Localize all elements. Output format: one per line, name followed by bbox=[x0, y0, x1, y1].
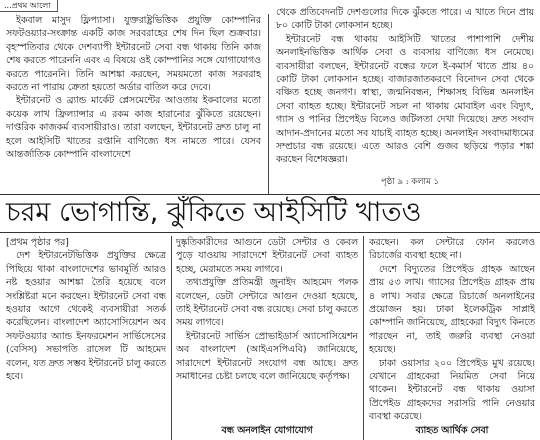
paragraph: থেকে প্রতিবেদনটি দেশগুলোর দিকে ঝুঁকতে পারে। এ খাতে দিনে প্রায় ৮০ কোটি টাকা লোকসান হচ্ছে। bbox=[276, 7, 534, 32]
paragraph: দুষ্কৃতিকারীদের আগুনে ডেটা সেন্টার ও কেবল পুড়ে যাওয়ায় সারাদেশে ইন্টারনেট সেবা ব্যাহত হচ্ছে, মেরামতে সময় লাগবে। bbox=[176, 237, 358, 275]
section-subheading: ব্যাহত আর্থিক সেবা bbox=[415, 425, 489, 436]
paragraph: করছেন। কল সেন্টারে ফোন করলেও রিচার্জের ব্যবস্থা হচ্ছে না। bbox=[369, 237, 535, 262]
section-subheading: বন্ধ অনলাইন যোগাযোগ bbox=[221, 425, 313, 436]
paragraph: ইকবাল মাসুদ ফ্লিপ্যাসা। যুক্তরাষ্ট্রভিত্তিক প্রযুক্তি কোম্পানির সফটওয়্যার-সংক্রান্ত একটি কাজ সরবরাহের শেষ দিন ছিল শুক্রবার। বৃহস্পতিবার থেকে দেশব্যাপী ইন্টারনেট সেবা বন্ধ থাকায় তিনি কাজ শেষ করতে পারেননি এবং এ বিষয়ে ওই কোম্পানির সঙ্গে যোগাযোগও করতে পারেননি। তিনি আশঙ্কা করছেন, সময়মতো কাজ সরবরাহ করতে না পারায় ক্রেতা হয়তো অর্ডার বাতিল করে দেবে। bbox=[6, 15, 261, 94]
column-divider bbox=[268, 14, 269, 194]
page-reference: পৃষ্ঠা ৯ : কলাম ১ bbox=[381, 177, 439, 187]
headline-top-rule bbox=[0, 194, 540, 195]
paragraph: তথ্যপ্রযুক্তি প্রতিমন্ত্রী জুনাইদ আহমেদ পলক বলেছেন, ডেটা সেন্টারে আগুন দেওয়া হয়েছে, তাই ইন্টারনেট সেবা বন্ধ রয়েছে। সেবা চালু করতে সময় লাগবে। bbox=[176, 277, 358, 329]
paragraph: ইন্টারনেট বন্ধ থাকায় আইসিটি খাতের পাশাপাশি দেশীয় অনলাইনভিত্তিক আর্থিক সেবা ও ব্যবসায় বাণিজ্যে ধস নেমেছে। ব্যবসায়ীরা বলছেন, ইন্টারনেট বন্ধের ফলে ই-কমার্স খাতে প্রায় ৪০ কোটি টাকা লোকসান হচ্ছে। বাজারজাতকরণে বিনোদন সেবা থেকে বঞ্চিত হচ্ছে জনগণ। স্বাস্থ্য, জন্মনিবন্ধন, শিক্ষাসহ বিভিন্ন অনলাইন সেবা ব্যাহত হচ্ছে। ইন্টারনেট সচল না থাকায় মোবাইল এবং বিদ্যুৎ, গ্যাস ও পানির প্রিপেইড বিলেও জটিলতা দেখা দিয়েছে। দ্রুত সংবাদ আদান-প্রদানের মতো সব যাচাই ব্যাহত হচ্ছে। অনলাইন সংবাদমাধ্যমের সম্প্রচার বন্ধ রয়েছে। এতে আরও বেশি গুজব ছড়িয়ে পড়ার শঙ্কা করছেন বিশেষজ্ঞরা। bbox=[276, 33, 534, 166]
column-divider bbox=[171, 236, 172, 440]
paragraph: দেশ ইন্টারনেটভিত্তিক প্রযুক্তির ক্ষেত্রে পিছিয়ে থাকা বাংলাদেশের ভাবমূর্তি আরও নষ্ট হওয়ার আশঙ্কা তৈরি হয়েছে বলে সংশ্লিষ্টরা মনে করছেন। ইন্টারনেট সেবা বন্ধ হওয়ার আগে থেকেই ব্যবসায়ীরা সতর্ক করেছিলেন। বাংলাদেশ অ্যাসোসিয়েশন অব সফটওয়্যার অ্যান্ড ইনফরমেশন সার্ভিসেসের (বেসিস) সভাপতি রাসেল টি আহমেদ বলেন, যত দ্রুত সম্ভব ইন্টারনেট চালু করতে হবে। bbox=[6, 250, 166, 383]
continuation-marker: [প্রথম পৃষ্ঠার পর] bbox=[6, 237, 69, 248]
top-left-column bbox=[6, 14, 261, 192]
headline: চরম ভোগান্তি, ঝুঁকিতে আইসিটি খাতও bbox=[6, 197, 422, 228]
bottom-column-3 bbox=[369, 236, 535, 422]
clip-source-tag: ...প্রথম আলো bbox=[0, 0, 58, 12]
paragraph: ইন্টারনেট ও ব্র্যান্ড মার্কেট প্লেসমেন্টের আওতায় ইকবালের মতো কয়েক লাখ ফ্রিল্যান্সার এ রকম কাজ হারানোর ঝুঁকিতে রয়েছেন। দাপ্তরিক কাজকর্ম ব্যবসায়ীরাও। তারা বলছেন, ইন্টারনেট দ্রুত চালু না হলে আইসিটি খাতের রপ্তানি বাণিজ্যে ধস নামতে পারে। যেসব আন্তর্জাতিক কোম্পানি বাংলাদেশে bbox=[6, 95, 261, 161]
bottom-column-2 bbox=[176, 236, 358, 440]
top-right-column bbox=[276, 6, 534, 170]
bottom-column-1 bbox=[6, 236, 166, 440]
paragraph: ঢাকা ওয়াসার ২০০ প্রিপেইড মুখ রয়েছে। যেখানে গ্রাহকেরা নিয়মিত সেবা নিয়ে থাকেন। ইন্টারনেট বন্ধ থাকায় ওয়াসা প্রিপেইড গ্রাহকদের সরাসরি পানি নেওয়ার ব্যবস্থা করেছে। bbox=[369, 357, 535, 422]
headline-bottom-rule bbox=[0, 232, 540, 233]
paragraph: দেশে বিদ্যুতের প্রিপেইড গ্রাহক আছেন প্রায় ৫৩ লাখ। গ্যাসের প্রিপেইড গ্রাহক প্রায় ৪ লাখ। সবার ক্ষেত্রে রিচার্জে অনলাইনের প্রয়োজন হয়। ঢাকা ইলেকট্রিক সাপ্লাই কোম্পানি জানিয়েছে, গ্রাহকেরা বিদ্যুৎ কিনতে পারছেন না, তাই জরুরি ব্যবস্থা নেওয়া হয়েছে। bbox=[369, 263, 535, 356]
column-divider bbox=[363, 236, 364, 440]
paragraph: ইন্টারনেট সার্ভিস প্রোভাইডার্স অ্যাসোসিয়েশন অব বাংলাদেশ (আইএসপিএবি) জানিয়েছে, সারাদেশে ইন্টারনেট সংযোগ বন্ধ আছে। দ্রুত সমাধানের চেষ্টা চলছে বলে জানিয়েছে কর্তৃপক্ষ। bbox=[176, 330, 358, 383]
